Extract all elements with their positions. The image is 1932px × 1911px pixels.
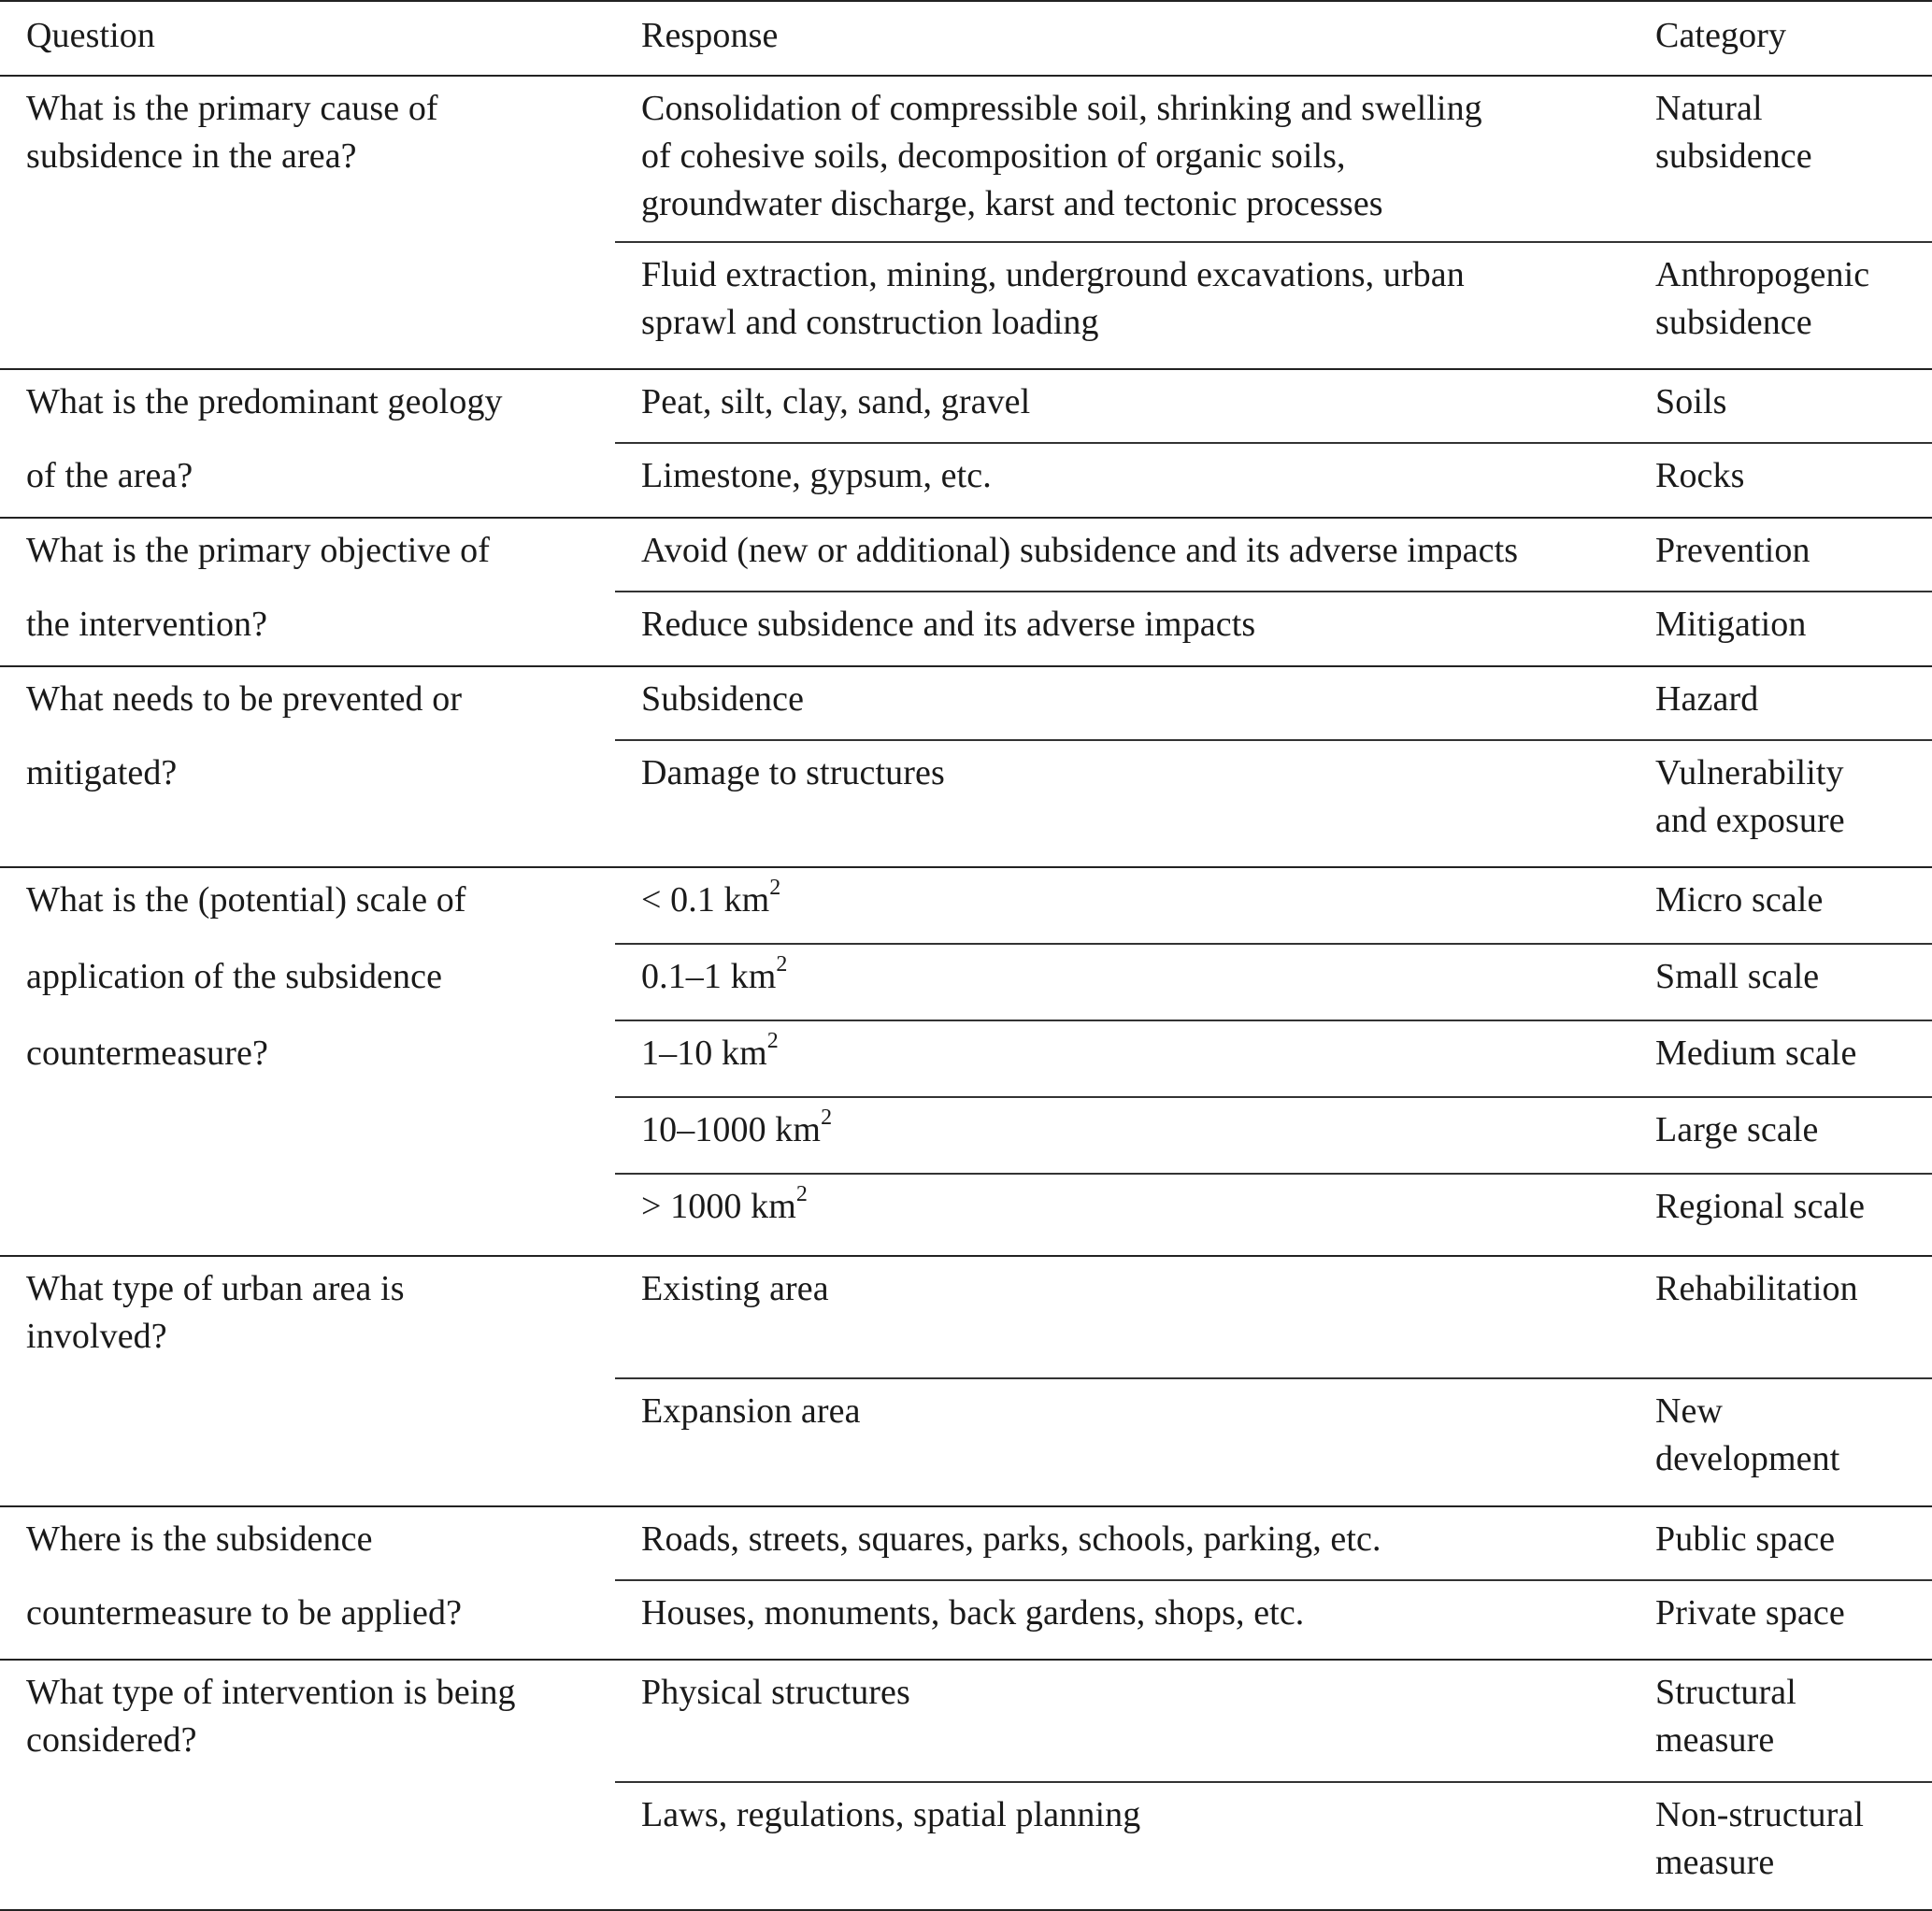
response-text: groundwater discharge, karst and tectonic processes: [641, 184, 1383, 223]
response-text: Limestone, gypsum, etc.: [641, 456, 992, 495]
response-text: Avoid (new or additional) subsidence and its adverse impacts: [641, 531, 1519, 570]
question-text: What is the primary objective of: [26, 531, 490, 570]
question-text: What is the primary cause of: [26, 89, 438, 128]
response-text: Houses, monuments, back gardens, shops, etc.: [641, 1593, 1305, 1633]
response-text: 0.1–1 km: [641, 957, 777, 996]
superscript-exponent: 2: [766, 1029, 779, 1054]
category-text: Soils: [1655, 382, 1727, 421]
question-text: What type of urban area is: [26, 1269, 405, 1308]
question-text: application of the subsidence: [26, 957, 443, 996]
row-divider: [615, 442, 1932, 444]
question-text: considered?: [26, 1720, 197, 1760]
row-divider: [615, 1781, 1932, 1783]
header-response: Response: [641, 16, 779, 55]
category-text: subsidence: [1655, 303, 1812, 342]
row-divider: [615, 1096, 1932, 1098]
response-text: Fluid extraction, mining, underground excavations, urban: [641, 255, 1465, 294]
row-divider: [615, 591, 1932, 592]
response-text: > 1000 km: [641, 1187, 796, 1226]
category-text: Large scale: [1655, 1110, 1819, 1149]
group-divider: [0, 866, 1932, 868]
category-text: Non-structural: [1655, 1795, 1864, 1834]
group-divider: [0, 665, 1932, 667]
category-text: subsidence: [1655, 136, 1812, 176]
response-cell: [641, 953, 787, 1001]
category-text: Mitigation: [1655, 605, 1807, 644]
response-text: Consolidation of compressible soil, shrinking and swelling: [641, 89, 1482, 128]
superscript-exponent: 2: [821, 1105, 833, 1131]
category-text: Micro scale: [1655, 880, 1824, 920]
header-question: Question: [26, 16, 156, 55]
category-text: and exposure: [1655, 801, 1845, 840]
category-text: Rocks: [1655, 456, 1745, 495]
group-divider: [0, 517, 1932, 519]
category-text: Public space: [1655, 1519, 1836, 1559]
header-category: Category: [1655, 16, 1787, 55]
question-text: involved?: [26, 1317, 167, 1356]
row-divider: [615, 1020, 1932, 1021]
category-text: Private space: [1655, 1593, 1845, 1633]
row-divider: [615, 1579, 1932, 1581]
category-text: Hazard: [1655, 679, 1759, 719]
question-text: What is the predominant geology: [26, 382, 503, 421]
response-text: Subsidence: [641, 679, 805, 719]
response-text: Laws, regulations, spatial planning: [641, 1795, 1141, 1834]
group-divider: [0, 1659, 1932, 1661]
category-text: Medium scale: [1655, 1034, 1857, 1073]
response-text: Expansion area: [641, 1391, 861, 1431]
superscript-exponent: 2: [795, 1182, 808, 1207]
question-text: What type of intervention is being: [26, 1673, 516, 1712]
response-cell: [641, 1183, 808, 1231]
category-text: Anthropogenic: [1655, 255, 1870, 294]
response-text: Roads, streets, squares, parks, schools, parking, etc.: [641, 1519, 1381, 1559]
response-text: Peat, silt, clay, sand, gravel: [641, 382, 1031, 421]
superscript-exponent: 2: [776, 952, 788, 977]
question-text: countermeasure to be applied?: [26, 1593, 463, 1633]
response-cell: [641, 1106, 832, 1154]
question-text: subsidence in the area?: [26, 136, 357, 176]
superscript-exponent: 2: [769, 876, 781, 901]
category-text: Prevention: [1655, 531, 1810, 570]
response-text: 1–10 km: [641, 1034, 767, 1073]
row-divider: [615, 739, 1932, 741]
category-text: Structural: [1655, 1673, 1796, 1712]
category-text: Small scale: [1655, 957, 1820, 996]
category-text: Rehabilitation: [1655, 1269, 1858, 1308]
response-text: < 0.1 km: [641, 880, 770, 920]
table-top-rule: [0, 0, 1932, 2]
question-text: mitigated?: [26, 753, 178, 792]
response-cell: [641, 1030, 779, 1077]
response-text: Reduce subsidence and its adverse impacts: [641, 605, 1256, 644]
response-text: Physical structures: [641, 1673, 910, 1712]
category-text: development: [1655, 1439, 1840, 1478]
question-text: What needs to be prevented or: [26, 679, 463, 719]
category-text: Regional scale: [1655, 1187, 1866, 1226]
row-divider: [615, 943, 1932, 945]
response-text: of cohesive soils, decomposition of organic soils,: [641, 136, 1346, 176]
header-rule: [0, 75, 1932, 77]
category-text: Vulnerability: [1655, 753, 1844, 792]
group-divider: [0, 1255, 1932, 1257]
row-divider: [615, 241, 1932, 243]
response-text: Existing area: [641, 1269, 829, 1308]
group-divider: [0, 1505, 1932, 1507]
category-text: Natural: [1655, 89, 1763, 128]
response-text: sprawl and construction loading: [641, 303, 1099, 342]
row-divider: [615, 1377, 1932, 1379]
question-text: Where is the subsidence: [26, 1519, 373, 1559]
response-text: 10–1000 km: [641, 1110, 822, 1149]
group-divider: [0, 368, 1932, 370]
response-text: Damage to structures: [641, 753, 945, 792]
row-divider: [615, 1173, 1932, 1175]
response-cell: [641, 877, 780, 924]
question-text: countermeasure?: [26, 1034, 268, 1073]
question-text: the intervention?: [26, 605, 268, 644]
category-text: New: [1655, 1391, 1724, 1431]
question-text: What is the (potential) scale of: [26, 880, 466, 920]
category-text: measure: [1655, 1843, 1775, 1882]
question-text: of the area?: [26, 456, 193, 495]
category-text: measure: [1655, 1720, 1775, 1760]
